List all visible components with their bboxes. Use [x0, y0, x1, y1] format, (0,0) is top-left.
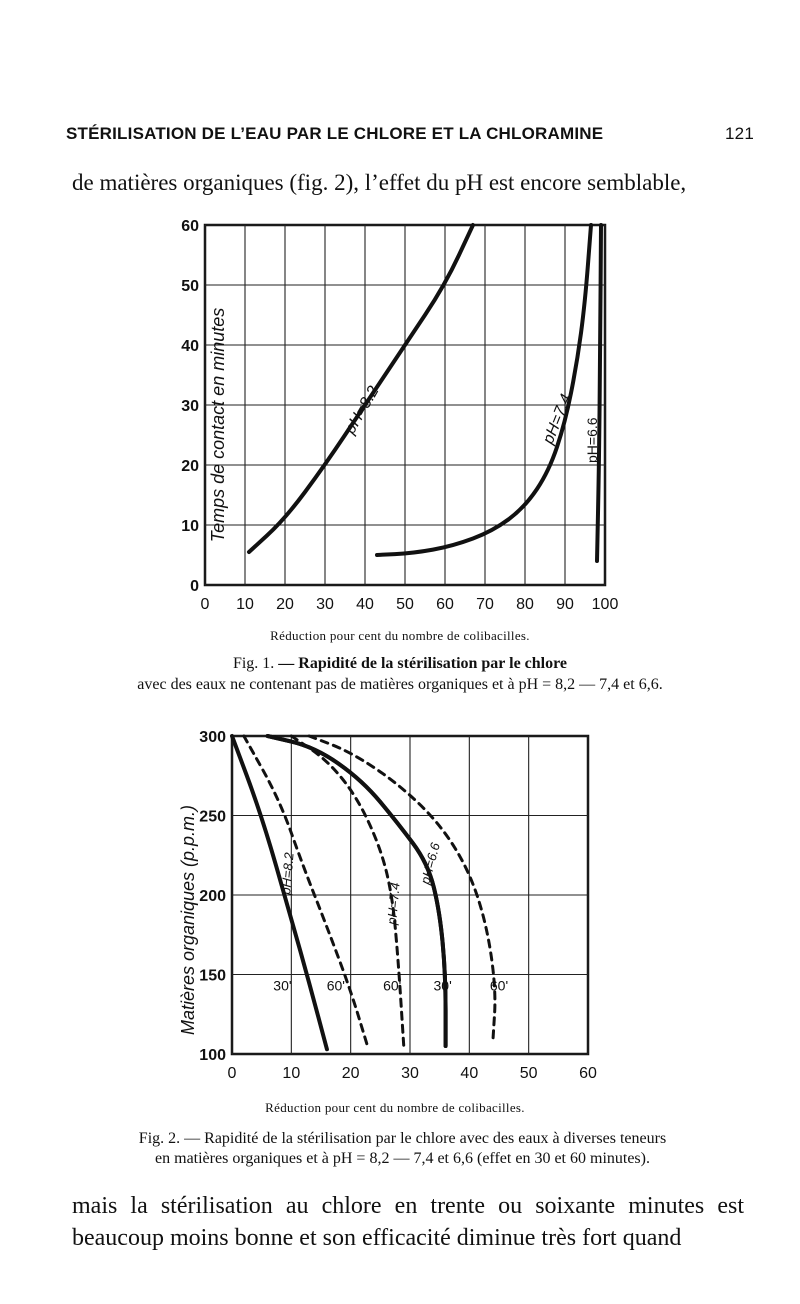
fig1-x-tick-label: 100 [591, 596, 619, 613]
fig1-caption-label: Fig. 1. [232, 655, 275, 672]
figure-1-chart [160, 205, 640, 625]
fig2-caption-line1 [80, 1130, 725, 1148]
fig1-y-tick-label: 0 [190, 578, 199, 595]
fig2-series-line-1 [244, 736, 369, 1049]
fig2-annotation-label: 60' [383, 977, 402, 994]
fig1-caption-line1 [70, 655, 730, 673]
fig1-series-label-ph74: pH=7.4 [539, 391, 576, 447]
fig1-series-label-ph82: pH=8.2 [341, 383, 383, 437]
fig1-y-tick-label: 50 [181, 278, 199, 295]
fig2-series-label-ph82: pH=8.2 [278, 851, 297, 896]
fig1-y-tick-label: 60 [181, 218, 199, 235]
fig2-y-tick-label: 200 [199, 888, 226, 905]
fig1-x-tick-label: 70 [476, 596, 494, 613]
fig2-annotation-label: 30' [433, 977, 452, 994]
running-head [66, 124, 756, 144]
fig1-x-tick-label: 20 [276, 596, 294, 613]
fig1-y-axis-label: Temps de contact en minutes [208, 307, 228, 543]
fig1-y-tick-label: 10 [181, 518, 199, 535]
figure-2-chart [170, 720, 620, 1090]
fig2-series-line-4 [268, 736, 446, 1046]
fig2-annotation-label: 60' [326, 977, 345, 994]
fig1-caption-title: — Rapidité de la stérilisation par le chlore [278, 655, 568, 672]
fig1-series [249, 225, 601, 561]
fig2-y-axis-label: Matières organiques (p.p.m.) [178, 804, 198, 1036]
fig1-series-line-0 [249, 225, 473, 552]
fig2-x-tick-label: 10 [282, 1065, 301, 1082]
fig1-y-tick-label: 40 [181, 338, 199, 355]
fig2-x-tick-label: 60 [579, 1065, 597, 1082]
fig1-x-tick-label: 60 [436, 596, 454, 613]
fig1-y-tick-label: 20 [181, 458, 199, 475]
fig2-caption-line2: en matières organiques et à pH = 8,2 — 7,4 et 6,6 (effet en 30 et 60 minutes). [155, 1150, 650, 1167]
fig1-x-tick-label: 30 [316, 596, 334, 613]
fig2-annotation-label: 60' [489, 977, 509, 994]
fig2-annotation-label: 30' [273, 977, 292, 994]
fig2-x-tick-label: 40 [460, 1065, 479, 1082]
fig2-series [232, 736, 495, 1051]
fig2-caption-label: Fig. 2. [138, 1130, 181, 1147]
fig2-y-tick-label: 150 [199, 967, 226, 985]
fig2-caption-text: — Rapidité de la stérilisation par le chlore avec des eaux à diverses teneurs [184, 1130, 667, 1147]
fig1-y-tick-label: 30 [181, 398, 199, 415]
fig2-x-tick-label: 50 [519, 1065, 538, 1082]
fig1-series-line-2 [597, 225, 601, 561]
fig1-series-label-ph66: pH=6.6 [584, 417, 600, 463]
fig2-series-label-ph74: pH=7.4 [384, 881, 403, 926]
body-text-bottom: mais la stérilisation au chlore en trente ou soixante minutes est beaucoup moins bonne et son efficacité diminue très fort quand [72, 1193, 744, 1251]
fig2-series-line-2 [268, 736, 446, 1046]
fig1-x-tick-label: 90 [556, 596, 574, 613]
page-number: 121 [725, 124, 754, 143]
fig1-x-tick-label: 50 [396, 596, 414, 613]
fig2-y-tick-label: 250 [199, 808, 226, 826]
fig2-x-tick-label: 20 [341, 1065, 360, 1082]
fig2-x-tick-label: 30 [401, 1065, 419, 1082]
fig1-x-tick-label: 0 [200, 596, 210, 613]
fig1-x-tick-label: 40 [356, 596, 374, 613]
running-title: STÉRILISATION DE L’EAU PAR LE CHLORE ET LA CHLORAMINE [66, 124, 604, 143]
fig2-y-tick-label: 100 [199, 1047, 226, 1064]
fig2-x-axis-title: Réduction pour cent du nombre de colibacilles. [265, 1100, 525, 1115]
fig2-series-label-ph66: pH=6.6 [417, 841, 443, 886]
fig1-caption-line2: avec des eaux ne contenant pas de matières organiques et à pH = 8,2 — 7,4 et 6,6. [137, 676, 663, 693]
fig2-x-tick-label: 0 [227, 1065, 237, 1082]
fig1-grid [205, 225, 605, 585]
fig2-y-tick-label: 300 [199, 729, 226, 746]
body-text-top: de matières organiques (fig. 2), l’effet du pH est encore semblable, [72, 170, 687, 195]
fig1-x-axis-title: Réduction pour cent du nombre de colibacilles. [270, 628, 530, 643]
fig1-series-line-1 [377, 225, 591, 555]
fig1-x-tick-label: 10 [236, 596, 254, 613]
fig1-x-tick-label: 80 [516, 596, 534, 613]
